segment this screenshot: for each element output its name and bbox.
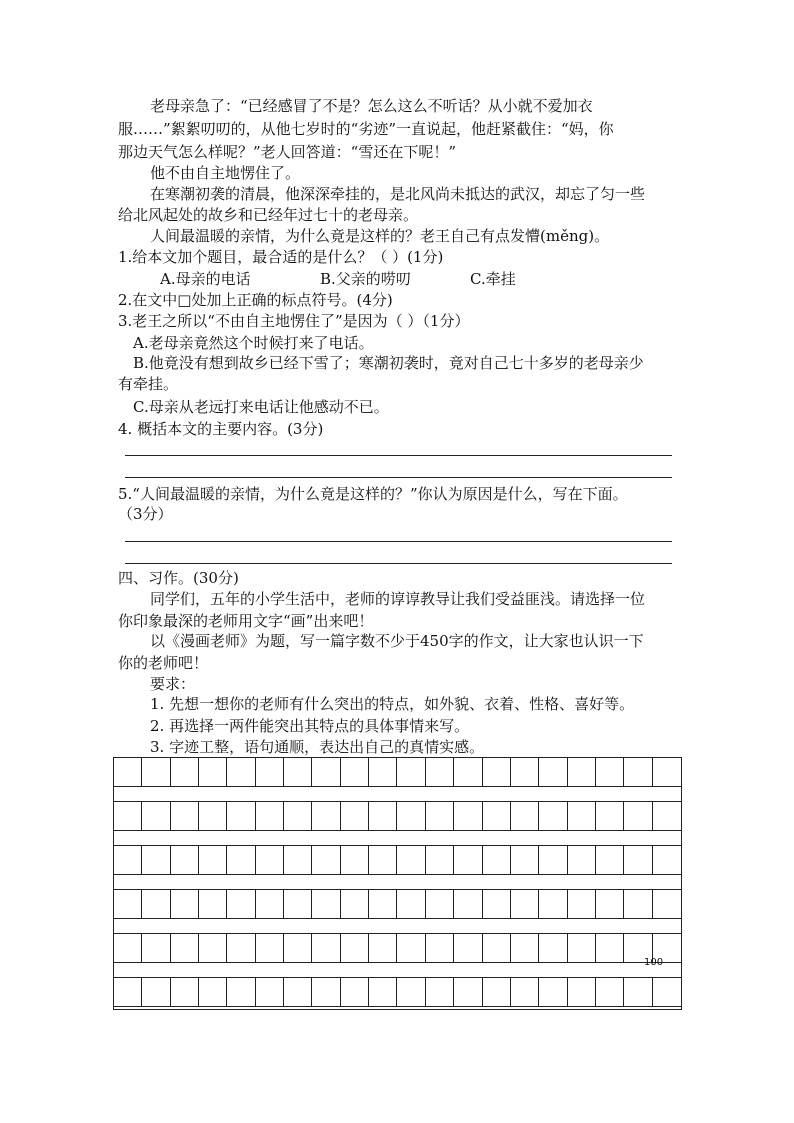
grid-cell[interactable] [568, 846, 596, 874]
grid-cell[interactable] [171, 978, 199, 1006]
grid-cell[interactable] [369, 758, 397, 786]
grid-cell[interactable] [171, 934, 199, 962]
grid-cell[interactable] [114, 802, 142, 830]
q3-option-b-cont: 有牵挂。 [118, 375, 179, 393]
grid-cell[interactable] [454, 890, 482, 918]
grid-cell[interactable] [596, 890, 624, 918]
grid-cell[interactable] [483, 758, 511, 786]
requirements-label: 要求： [150, 675, 196, 693]
question-3: 3.老王之所以“不由自主地愣住了”是因为（ ）（1分） [118, 312, 470, 330]
grid-cell[interactable] [454, 758, 482, 786]
grid-row[interactable] [114, 802, 681, 831]
grid-cell[interactable] [114, 890, 142, 918]
passage-line: 给北风起处的故乡和已经年过七十的老母亲。 [118, 206, 419, 224]
grid-cell[interactable] [114, 934, 142, 962]
grid-cell[interactable] [312, 802, 340, 830]
q1-option-c: C.牵挂 [470, 270, 516, 288]
grid-cell[interactable] [341, 890, 369, 918]
grid-cell[interactable] [624, 890, 652, 918]
grid-cell[interactable] [227, 978, 255, 1006]
requirement-item: 1. 先想一想你的老师有什么突出的特点，如外貌、衣着、性格、喜好等。 [150, 695, 635, 713]
grid-cell[interactable] [341, 802, 369, 830]
grid-cell[interactable] [171, 802, 199, 830]
grid-cell[interactable] [398, 802, 426, 830]
grid-cell[interactable] [171, 890, 199, 918]
grid-cell[interactable] [312, 846, 340, 874]
grid-cell[interactable] [256, 978, 284, 1006]
passage-line: 服……”絮絮叨叨的，从他七岁时的“劣迹”一直说起，他赶紧截住：“妈，你 [118, 120, 614, 138]
grid-cell[interactable] [227, 934, 255, 962]
word-count-mark: 100 [644, 957, 664, 968]
grid-cell[interactable] [256, 934, 284, 962]
grid-cell[interactable] [454, 802, 482, 830]
grid-cell[interactable] [199, 934, 227, 962]
grid-cell[interactable] [539, 758, 567, 786]
grid-cell[interactable] [284, 890, 312, 918]
grid-cell[interactable] [398, 890, 426, 918]
grid-cell[interactable] [568, 890, 596, 918]
grid-cell[interactable] [539, 802, 567, 830]
grid-cell[interactable] [483, 934, 511, 962]
grid-cell[interactable] [142, 802, 170, 830]
grid-cell[interactable] [539, 890, 567, 918]
grid-cell[interactable] [511, 802, 539, 830]
grid-cell[interactable] [256, 758, 284, 786]
grid-cell[interactable] [142, 890, 170, 918]
question-4: 4. 概括本文的主要内容。(3分) [118, 420, 324, 438]
grid-cell[interactable] [624, 846, 652, 874]
essay-intro: 同学们，五年的小学生活中，老师的谆谆教导让我们受益匪浅。请选择一位 [150, 590, 646, 608]
grid-row[interactable] [114, 890, 681, 919]
grid-cell[interactable] [341, 934, 369, 962]
grid-cell[interactable] [341, 978, 369, 1006]
requirement-item: 2. 再选择一两件能突出其特点的具体事情来写。 [150, 717, 470, 735]
question-1: 1.给本文加个题目，最合适的是什么？（ ）(1分) [118, 248, 444, 266]
essay-intro-cont: 你印象最深的老师用文字“画”出来吧！ [118, 612, 374, 630]
essay-task-cont: 你的老师吧！ [118, 654, 209, 672]
grid-cell[interactable] [312, 890, 340, 918]
grid-cell[interactable] [568, 978, 596, 1006]
grid-cell[interactable] [199, 758, 227, 786]
answer-line[interactable] [125, 563, 672, 564]
grid-cell[interactable] [454, 846, 482, 874]
q1-option-b: B.父亲的唠叨 [320, 270, 411, 288]
grid-cell[interactable] [624, 978, 652, 1006]
grid-cell[interactable] [369, 890, 397, 918]
passage-line: 在寒潮初袭的清晨，他深深牵挂的，是北风尚未抵达的武汉，却忘了匀一些 [150, 185, 646, 203]
q3-option-a: A.老母亲竟然这个时候打来了电话。 [133, 334, 374, 352]
grid-cell[interactable] [284, 802, 312, 830]
grid-cell[interactable] [227, 846, 255, 874]
grid-cell[interactable] [426, 978, 454, 1006]
grid-cell[interactable] [341, 758, 369, 786]
grid-cell[interactable] [284, 846, 312, 874]
grid-cell[interactable] [398, 934, 426, 962]
grid-cell[interactable] [454, 934, 482, 962]
grid-cell[interactable] [114, 758, 142, 786]
grid-cell[interactable] [454, 978, 482, 1006]
section-heading: 四、习作。(30分) [118, 569, 239, 587]
grid-cell[interactable] [568, 802, 596, 830]
grid-cell[interactable] [369, 846, 397, 874]
passage-line: 人间最温暖的亲情，为什么竟是这样的？老王自己有点发懵(měng)。 [150, 227, 610, 245]
grid-cell[interactable] [284, 758, 312, 786]
grid-cell[interactable] [596, 978, 624, 1006]
grid-cell[interactable] [256, 802, 284, 830]
grid-row[interactable] [114, 934, 681, 963]
grid-cell[interactable] [398, 978, 426, 1006]
answer-line[interactable] [125, 477, 672, 478]
answer-line[interactable] [125, 541, 672, 542]
grid-cell[interactable] [568, 758, 596, 786]
grid-cell[interactable] [227, 802, 255, 830]
grid-cell[interactable] [142, 758, 170, 786]
q3-option-c: C.母亲从老远打来电话让他感动不已。 [133, 398, 389, 416]
grid-cell[interactable] [511, 934, 539, 962]
passage-line: 那边天气怎么样呢？”老人回答道：“雪还在下呢！” [118, 143, 457, 161]
grid-cell[interactable] [171, 758, 199, 786]
grid-cell[interactable] [568, 934, 596, 962]
grid-cell[interactable] [369, 934, 397, 962]
grid-cell[interactable] [539, 978, 567, 1006]
grid-row[interactable] [114, 758, 681, 787]
grid-cell[interactable] [256, 846, 284, 874]
grid-cell[interactable] [199, 846, 227, 874]
passage-line: 他不由自主地愣住了。 [150, 164, 301, 182]
grid-cell[interactable] [426, 802, 454, 830]
grid-cell[interactable] [369, 802, 397, 830]
grid-cell[interactable] [539, 846, 567, 874]
question-5: 5.“人间最温暖的亲情，为什么竟是这样的？”你认为原因是什么，写在下面。 [118, 485, 628, 503]
essay-task: 以《漫画老师》为题，写一篇字数不少于450字的作文，让大家也认识一下 [150, 632, 644, 650]
grid-cell[interactable] [483, 802, 511, 830]
grid-spacer [114, 963, 681, 978]
grid-cell[interactable] [511, 890, 539, 918]
grid-spacer [114, 831, 681, 846]
answer-line[interactable] [125, 455, 672, 456]
grid-cell[interactable] [114, 846, 142, 874]
grid-cell[interactable] [312, 934, 340, 962]
grid-cell[interactable] [341, 846, 369, 874]
grid-cell[interactable] [624, 758, 652, 786]
grid-cell[interactable] [114, 978, 142, 1006]
grid-cell[interactable] [284, 934, 312, 962]
grid-cell[interactable] [511, 846, 539, 874]
grid-cell[interactable] [398, 846, 426, 874]
grid-cell[interactable] [511, 978, 539, 1006]
writing-grid[interactable] [113, 757, 682, 1010]
question-2: 2.在文中□处加上正确的标点符号。(4分) [118, 291, 393, 309]
grid-cell[interactable] [596, 934, 624, 962]
passage-line: 老母亲急了：“已经感冒了不是？怎么这么不听话？从小就不爱加衣 [150, 97, 593, 115]
q1-option-a: A.母亲的电话 [160, 270, 251, 288]
grid-cell[interactable] [312, 978, 340, 1006]
grid-cell[interactable] [653, 846, 681, 874]
grid-cell[interactable] [398, 758, 426, 786]
grid-cell[interactable] [312, 758, 340, 786]
grid-cell[interactable] [653, 758, 681, 786]
grid-cell[interactable] [653, 978, 681, 1006]
grid-spacer [114, 787, 681, 802]
grid-cell[interactable] [199, 802, 227, 830]
grid-cell[interactable] [653, 890, 681, 918]
grid-cell[interactable] [369, 978, 397, 1006]
grid-spacer [114, 875, 681, 890]
grid-cell[interactable] [426, 934, 454, 962]
grid-cell[interactable] [624, 802, 652, 830]
grid-cell[interactable] [511, 758, 539, 786]
grid-cell[interactable] [596, 846, 624, 874]
grid-row[interactable] [114, 846, 681, 875]
grid-cell[interactable] [171, 846, 199, 874]
grid-cell[interactable] [483, 978, 511, 1006]
grid-cell[interactable] [426, 846, 454, 874]
grid-cell[interactable] [227, 890, 255, 918]
grid-cell[interactable] [483, 846, 511, 874]
grid-cell[interactable] [653, 802, 681, 830]
grid-cell[interactable] [227, 758, 255, 786]
grid-cell[interactable] [199, 890, 227, 918]
grid-cell[interactable] [199, 978, 227, 1006]
grid-cell[interactable] [284, 978, 312, 1006]
grid-cell[interactable] [596, 802, 624, 830]
q3-option-b: B.他竟没有想到故乡已经下雪了；寒潮初袭时，竟对自己七十多岁的老母亲少 [133, 354, 644, 372]
requirement-item: 3. 字迹工整，语句通顺，表达出自己的真情实感。 [150, 738, 485, 756]
grid-cell[interactable] [483, 890, 511, 918]
grid-cell[interactable] [142, 846, 170, 874]
grid-row[interactable] [114, 978, 681, 1007]
grid-spacer [114, 919, 681, 934]
grid-cell[interactable] [142, 934, 170, 962]
grid-cell[interactable] [142, 978, 170, 1006]
grid-cell[interactable] [596, 758, 624, 786]
grid-cell[interactable] [256, 890, 284, 918]
question-5-cont: （3分） [118, 505, 173, 523]
grid-cell[interactable] [426, 758, 454, 786]
grid-cell[interactable] [539, 934, 567, 962]
grid-cell[interactable] [426, 890, 454, 918]
